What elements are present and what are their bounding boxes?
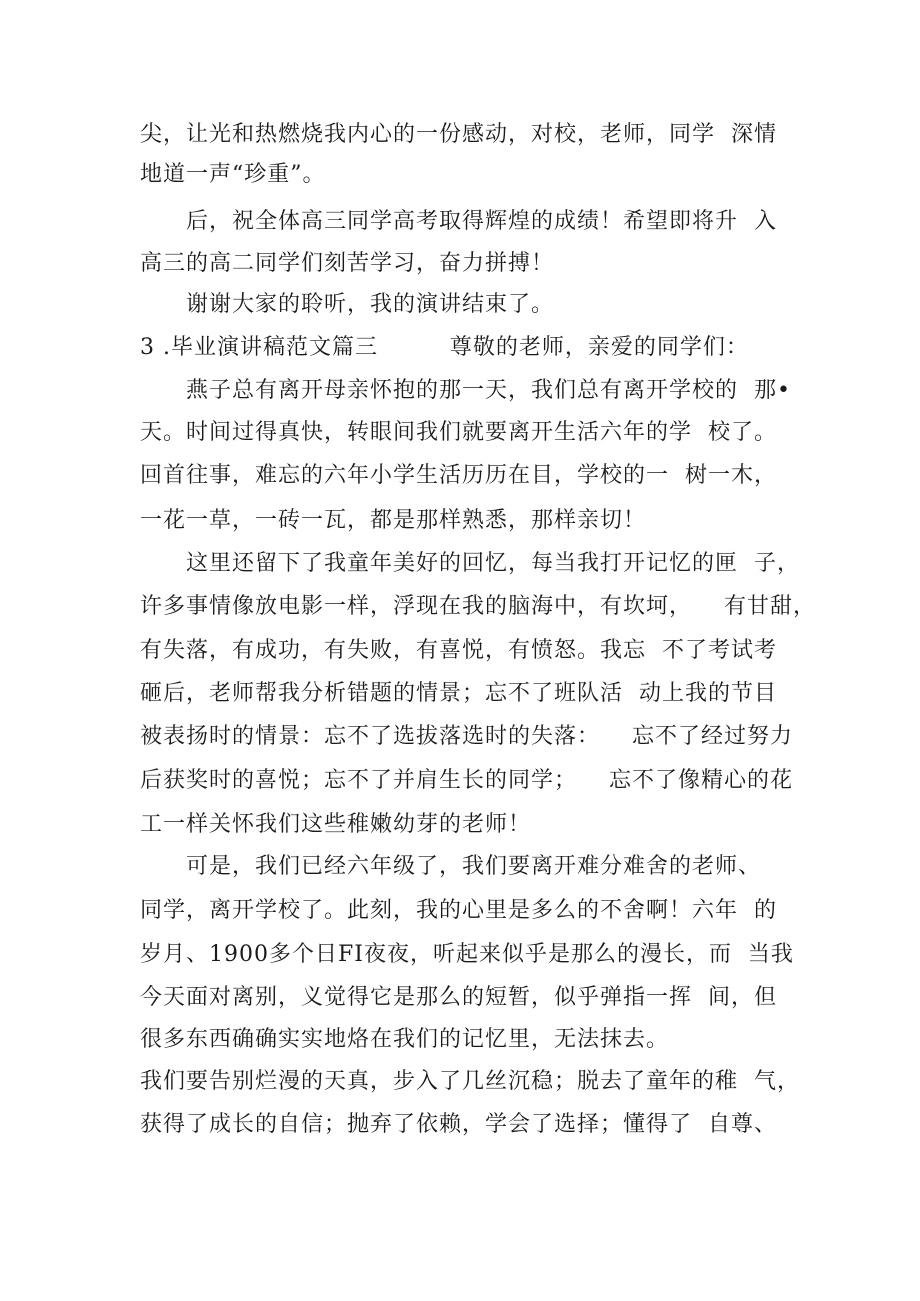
text-line: 许多事情像放电影一样，浮现在我的脑海中，有坎坷， 有甘甜， — [140, 594, 816, 619]
text-line: 有失落，有成功，有失败，有喜悦，有愤怒。我忘 不了考试考 — [140, 638, 777, 663]
text-line: 工一样关怀我们这些稚嫩幼芽的老师！ — [140, 812, 532, 837]
text-line: 燕子总有离开母亲怀抱的那一天，我们总有离开学校的 那• — [186, 378, 791, 403]
text-line: 这里还留下了我童年美好的回忆，每当我打开记忆的匣 子， — [186, 551, 800, 576]
text-line: 今天面对离别，义觉得它是那么的短暂，似乎弹指一挥 间，但 — [140, 985, 777, 1010]
text-line: 被表扬时的情景：忘不了选拔落选时的失落： 忘不了经过努力 — [140, 724, 793, 749]
text-line: 后获奖时的喜悦；忘不了并肩生长的同学； 忘不了像精心的花 — [140, 768, 793, 793]
text-line: 谢谢大家的聆听，我的演讲结束了。 — [186, 292, 555, 317]
text-line: 后，祝全体高三同学高考取得辉煌的成绩！希望即将升 入 — [186, 209, 777, 234]
text-line: 我们要告别烂漫的天真，步入了几丝沉稳；脱去了童年的稚 气， — [140, 1069, 800, 1094]
text-line: 同学，离开学校了。此刻，我的心里是多么的不舍啊！六年 的 — [140, 898, 777, 923]
text-line: 砸后，老师帮我分析错题的情景；忘不了班队活 动上我的节目 — [140, 681, 777, 706]
text-line: 地道一声“珍重”。 — [140, 162, 326, 187]
text-line: 获得了成长的自信；抛弃了依赖，学会了选择；懂得了 自尊、 — [140, 1112, 777, 1137]
text-line: 可是，我们已经六年级了，我们要离开难分难舍的老师、 — [186, 854, 762, 879]
text-line: 回首往事，难忘的六年小学生活历历在目，学校的一 树一木， — [140, 463, 777, 488]
text-line: 很多东西确确实实地烙在我们的记忆里，无法抹去。 — [140, 1027, 670, 1052]
text-line: 天。时间过得真快，转眼间我们就要离开生活六年的学 校了。 — [140, 420, 777, 445]
section-heading: 3 .毕业演讲稿范文篇三 尊敬的老师，亲爱的同学们： — [140, 335, 749, 360]
text-line: 尖，让光和热燃烧我内心的一份感动，对校，老师，同学 深情 — [140, 122, 777, 147]
text-line: 一花一草，一砖一瓦，都是那样熟悉，那样亲切！ — [140, 508, 647, 533]
text-line: 岁月、1900多个日FI夜夜，听起来似乎是那么的漫长，而 当我 — [140, 942, 794, 967]
text-line: 高三的高二同学们刻苦学习，奋力拼搏！ — [140, 251, 555, 276]
